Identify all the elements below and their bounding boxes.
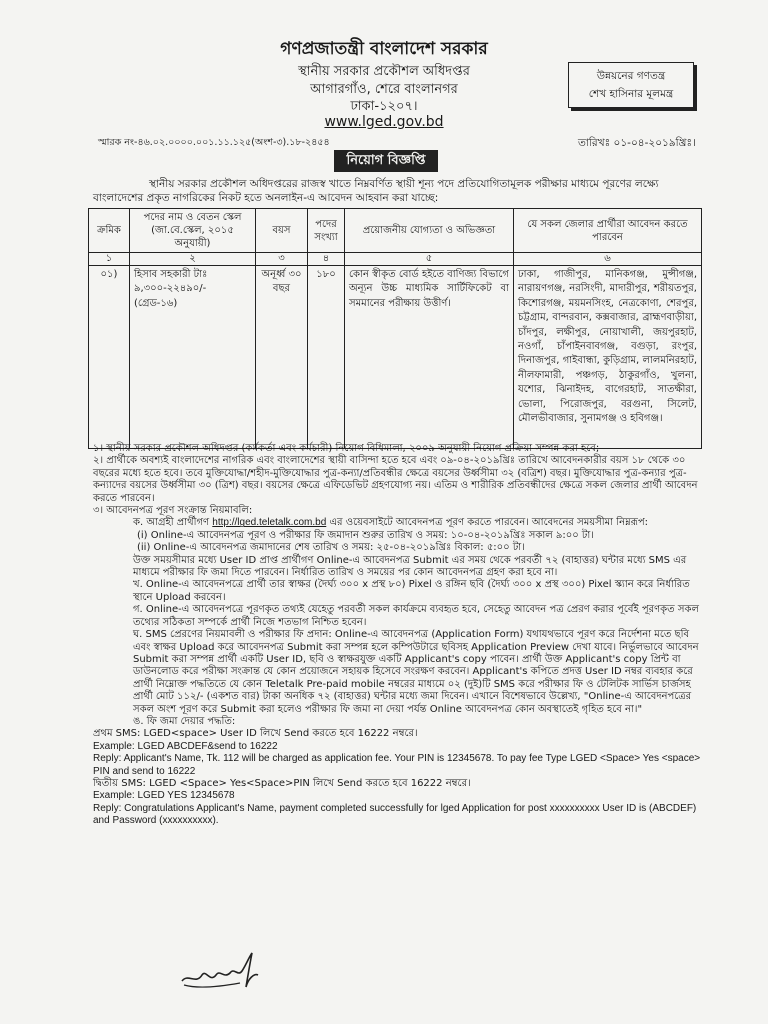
col-number: ৫ <box>345 253 514 266</box>
col-number: ৪ <box>308 253 345 266</box>
vacancy-table <box>88 208 702 449</box>
sms-fee-window: উক্ত সময়সীমার মধ্যে User ID প্রাপ্ত প্রার্থীগণ Online-এ আবেদনপত্র Submit এর সময় থেকে পরবর্তী ৭২ (বাহাত্তর) ঘন্টার মধ্যে SMS এর মাধ্যমে পরীক্ষার ফি জমা দিতে পারবেন। নির্ধারিত তারিখ ও সময়ের পর কোন আবেদনপত্র গ্রহণ করা হবে না। <box>133 554 687 579</box>
second-sms-example: Example: LGED YES 12345678 <box>93 790 235 802</box>
government-title: গণপ্রজাতন্ত্রী বাংলাদেশ সরকার <box>280 39 488 59</box>
department-name: স্থানীয় সরকার প্রকৌশল অধিদপ্তর <box>298 64 470 79</box>
intro-paragraph: স্থানীয় সরকার প্রকৌশল অধিদপ্তরের রাজস্ব খাতে নিম্নবর্ণিত স্থায়ী শূন্য পদে প্রতিযোগিতামূলক পরীক্ষার মাধ্যমে পূরণের লক্ষ্যে বাংলাদেশের প্রকৃত নাগরিকের নিকট হতে অনলাইন-এ আবেদন আহবান করা যাচ্ছে: <box>93 178 659 204</box>
clause-2: ২। প্রার্থীকে অবশ্যই বাংলাদেশের নাগরিক এবং বাংলাদেশের স্থায়ী বাসিন্দা হতে হবে এবং ০৯-০৪-২০১৯খ্রিঃ তারিখে আবেদনকারীর বয়স ১৮ থেকে ৩০ বছরের মধ্যে হতে হবে। তবে মুক্তিযোদ্ধা/শহীদ-মুক্তিযোদ্ধার পুত্র-কন্যা/প্রতিবন্ধীর ক্ষেত্রে বয়সের উর্ধ্বসীমা ৩২ (বত্রিশ) বছর। মুক্তিযোদ্ধার পুত্র-কন্যার পুত্র-কন্যাদের বয়সের উর্ধ্বসীমা ৩০ (ত্রিশ) বছর। বয়সের ক্ষেত্রে এফিডেভিট গ্রহণযোগ্য নয়। এতিম ও শারীরিক প্রতিবন্ধীদের ক্ষেত্রে সকল জেলার প্রার্থী আবেদন করতে পারবেন। <box>93 455 698 504</box>
cell-qualification: কোন স্বীকৃত বোর্ড হইতে বাণিজ্য বিভাগে অন্যূন উচ্চ মাধ্যমিক সার্টিফিকেট বা সমমানের পরীক্ষায় উত্তীর্ণ। <box>345 266 514 449</box>
col-number: ২ <box>130 253 256 266</box>
cell-serial: ০১) <box>89 266 130 449</box>
table-header-row <box>89 209 702 253</box>
cell-count: ১৮০ <box>308 266 345 449</box>
motto-line-1: উন্নয়নের গণতন্ত্র <box>596 70 666 82</box>
website-link[interactable]: www.lged.gov.bd <box>324 114 444 130</box>
clause-3-heading: ৩। আবেদনপত্র পূরণ সংক্রান্ত নিয়মাবলি: <box>93 505 253 517</box>
notice-title: নিয়োগ বিজ্ঞপ্তি <box>334 150 438 172</box>
clause-ga: গ. Online-এ আবেদনপত্রে পূরণকৃত তথ্যই যেহেতু পরবর্তী সকল কার্যক্রমে ব্যবহৃত হবে, সেহেতু আবেদন পত্র প্রেরণ করার পূর্বেই পূরণকৃত সকল তথ্যের সঠিকতা সম্পর্কে প্রার্থী নিজে শতভাগ নিশ্চিত হবেন। <box>133 604 699 628</box>
clause-ka <box>93 517 703 529</box>
col-header-districts: যে সকল জেলার প্রার্থীরা আবেদন করতে পারবেন <box>514 209 702 253</box>
col-header-age: বয়স <box>256 209 308 253</box>
col-number: ১ <box>89 253 130 266</box>
table-row <box>89 266 702 449</box>
application-start: (i) Online-এ আবেদনপত্র পূরণ ও পরীক্ষার ফি জমাদান শুরুর তারিখ ও সময়: ১০-০৪-২০১৯খ্রিঃ সকাল ৯:০০ টা। <box>137 529 594 541</box>
office-address: আগারগাঁও, শেরে বাংলানগর <box>310 82 458 97</box>
second-sms-reply: Reply: Congratulations Applicant's Name, payment completed successfully for lged Application for post xxxxxxxxxx User ID is (ABCDEF) and Password (xxxxxxxxxx). <box>93 802 697 827</box>
memo-number: স্মারক নং-৪৬.০২.০০০০.০০১.১১.১২৫(অংশ-৩).১৮-২৪৫৪ <box>98 137 330 148</box>
signature-mark <box>178 945 278 995</box>
clause-gha: ঘ. SMS প্রেরণের নিয়মাবলী ও পরীক্ষার ফি প্রদান: Online-এ আবেদনপত্র (Application Form) যথাযথভাবে পূরণ করে নির্দেশনা মতে ছবি এবং স্বাক্ষর Upload করে আবেদনপত্র Submit করা সম্পন্ন হলে কম্পিউটারে ছবিসহ Application Preview দেখা যাবে। নির্ভুলভাবে আবেদন Submit করা সম্পন্ন প্রার্থী একটি User ID, ছবি ও স্বাক্ষরযুক্ত একটি Applicant's copy পাবেন। প্রার্থী উক্ত Applicant's copy প্রিন্ট বা ডাউনলোড করে পরীক্ষা সংক্রান্ত যে কোন প্রয়োজনে সহায়ক হিসেবে সংরক্ষণ করবেন। Applicant's কপিতে প্রদত্ত User ID নম্বর ব্যবহার করে প্রার্থী নিম্নোক্ত পদ্ধতিতে যে কোন Teletalk Pre-paid mobile নম্বরের মাধ্যমে ০২ (দুই)টি SMS করে পরীক্ষার ফি ও টেলিটক সার্ভিস চার্জসহ প্রার্থী মোট ১১২/- (একশত বার) টাকা অনধিক ৭২ (বাহাত্তর) ঘন্টার মধ্যে জমা দিবেন। এখানে বিশেষভাবে উল্লেখ্য, "Online-এ আবেদনপত্রের সকল অংশ পূরণ করে Submit করা হলেও পরীক্ষার ফি জমা না দেয়া পর্যন্ত Online আবেদনপত্র কোন অবস্থাতেই গৃহিত হবে না।" <box>133 629 699 715</box>
col-number: ৬ <box>514 253 702 266</box>
col-number: ৩ <box>256 253 308 266</box>
cell-age: অনূর্ধ্ব ৩০ বছর <box>256 266 308 449</box>
cell-districts: ঢাকা, গাজীপুর, মানিকগঞ্জ, মুন্সীগঞ্জ, নারায়ণগঞ্জ, নরসিংদী, মাদারীপুর, শরীয়তপুর, কিশোরগঞ্জ, ময়মনসিংহ, নেত্রকোণা, শেরপুর, চট্টগ্রাম, বান্দরবান, কক্সবাজার, ব্রাহ্মণবাড়ীয়া, চাঁদপুর, লক্ষীপুর, নোয়াখালী, জয়পুরহাট, নওগাঁ, চাঁপাইনবাবগঞ্জ, বগুড়া, রংপুর, দিনাজপুর, গাইবান্ধা, কুড়িগ্রাম, লালমনিরহাট, নীলফামারী, পঞ্চগড়, ঠাকুরগাঁও, খুলনা, যশোর, ঝিনাইদহ, বাগেরহাট, সাতক্ষীরা, ভোলা, পিরোজপুর, বরগুনা, সিলেট, মৌলভীবাজার, সুনামগঞ্জ ও হবিগঞ্জ। <box>514 266 702 449</box>
first-sms-reply: Reply: Applicant's Name, Tk. 112 will be charged as application fee. Your PIN is 12345678. To pay fee Type LGED <Space> Yes <space> PIN and send to 16222 <box>93 753 701 777</box>
clause-kha: খ. Online-এ আবেদনপত্রে প্রার্থী তার স্বাক্ষর (দৈর্ঘ্য ৩০০ x প্রস্থ ৮০) Pixel ও রঙ্গিন ছবি (দৈর্ঘ্য ৩০০ x প্রস্থ ৩০০) Pixel স্ক্যান করে নির্ধারিত স্থানে Upload করবেন। <box>133 579 690 603</box>
col-header-post: পদের নাম ও বেতন স্কেল (জা.বে.স্কেল, ২০১৫ অনুযায়ী) <box>130 209 256 253</box>
col-header-qualification: প্রয়োজনীয় যোগ্যতা ও অভিজ্ঞতা <box>345 209 514 253</box>
clause-umo: ঙ. ফি জমা দেয়ার পদ্ধতি: <box>133 715 236 727</box>
second-sms: দ্বিতীয় SMS: LGED <Space> Yes<Space>PIN লিখে Send করতে হবে 16222 নম্বরে। <box>93 777 471 789</box>
teletalk-link[interactable]: http://lged.teletalk.com.bd <box>212 517 327 529</box>
motto-line-2: শেখ হাসিনার মূলমন্ত্র <box>588 88 674 100</box>
motto-box <box>568 62 694 108</box>
first-sms-example: Example: LGED ABCDEF&send to 16222 <box>93 740 278 752</box>
notice-body <box>93 443 703 828</box>
column-number-row <box>89 253 702 266</box>
col-header-serial: ক্রমিক <box>89 209 130 253</box>
first-sms: প্রথম SMS: LGED<space> User ID লিখে Send করতে হবে 16222 নম্বরে। <box>93 728 418 740</box>
application-deadline: (ii) Online-এ আবেদনপত্র জমাদানের শেষ তারিখ ও সময়: ২৫-০৪-২০১৯খ্রিঃ বিকাল: ৫:০০ টা। <box>137 542 525 554</box>
notice-date: তারিখঃ ০১-০৪-২০১৯খ্রিঃ। <box>578 137 696 149</box>
clause-ka-prefix: ক. আগ্রহী প্রার্থীগণ <box>133 517 210 529</box>
cell-post: হিসাব সহকারী টাঃ ৯,৩০০-২২৪৯০/- (গ্রেড-১৬) <box>130 266 256 449</box>
col-header-count: পদের সংখ্যা <box>308 209 345 253</box>
clause-1: ১। স্থানীয় সরকার প্রকৌশল অধিদপ্তর (কর্মকর্তা এবং কর্মচারী) নিয়োগ বিধিমালা, ২০০৯ অনুযায়ী নিয়োগ প্রক্রিয়া সম্পন্ন করা হবে; <box>93 443 600 454</box>
clause-ka-suffix: এর ওয়েবসাইটে আবেদনপত্র পূরণ করতে পারবেন। আবেদনের সময়সীমা নিম্নরূপ: <box>329 517 649 529</box>
office-city: ঢাকা-১২০৭। <box>350 99 418 114</box>
